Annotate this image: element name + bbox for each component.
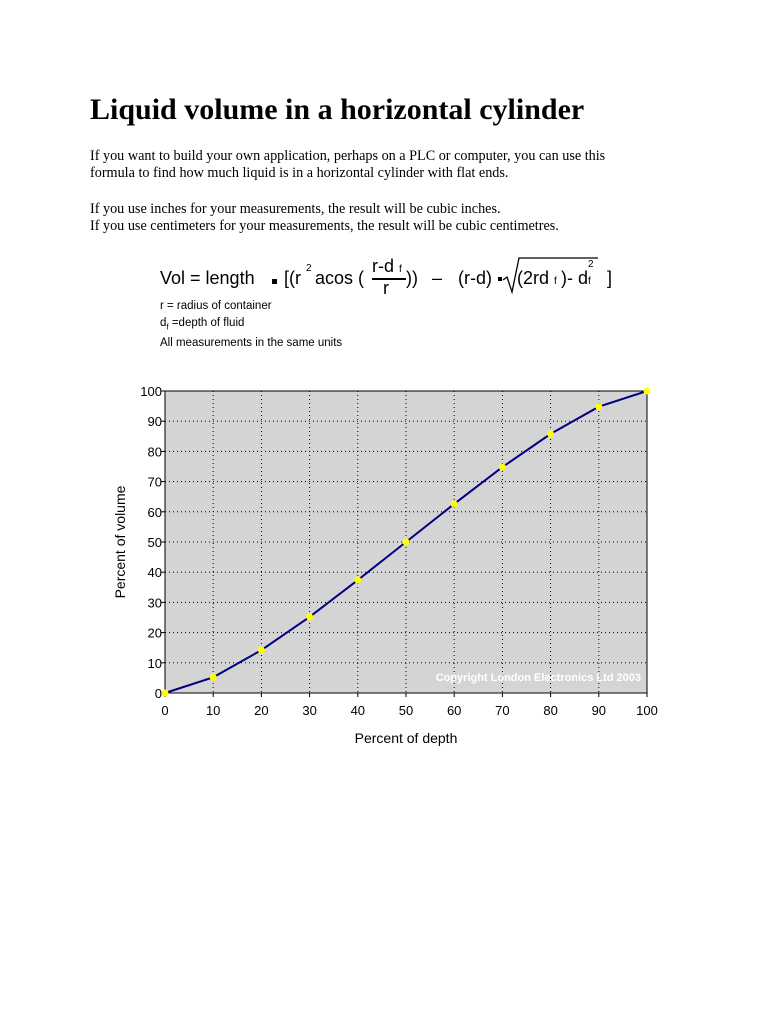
x-tick-label: 30 xyxy=(302,703,317,718)
y-axis-title: Percent of volume xyxy=(112,485,128,599)
y-tick-label: 40 xyxy=(147,565,162,581)
formula-denominator: r xyxy=(383,278,389,298)
formula-sqrt-inner: (2rd xyxy=(517,268,550,288)
formula-term2: (r-d) xyxy=(458,268,492,288)
multiply-dot-icon xyxy=(272,279,277,284)
x-axis-title: Percent of depth xyxy=(354,730,458,746)
formula-numerator-sub: f xyxy=(399,264,402,275)
volume-chart xyxy=(100,375,670,750)
x-tick-label: 20 xyxy=(254,703,269,718)
data-point xyxy=(306,613,313,620)
units-paragraph xyxy=(90,201,690,235)
x-tick-label: 60 xyxy=(446,703,462,718)
formula-sqrt-sub2: f xyxy=(588,276,591,287)
data-point xyxy=(354,577,361,584)
x-tick-label: 40 xyxy=(350,703,366,718)
formula-bracket-close: ] xyxy=(607,268,613,288)
formula-bracket-open: [(r xyxy=(284,268,301,288)
intro-paragraph xyxy=(90,148,690,182)
data-point xyxy=(162,690,169,697)
data-point xyxy=(499,464,506,471)
data-point xyxy=(547,430,554,437)
y-tick-label: 20 xyxy=(147,625,162,641)
formula-lhs: Vol = length xyxy=(160,268,255,288)
formula-acos: acos ( xyxy=(315,268,365,288)
legend-depth-sub: f xyxy=(166,322,169,332)
x-tick-label: 50 xyxy=(398,703,414,718)
y-tick-label: 70 xyxy=(147,474,162,490)
y-tick-label: 100 xyxy=(140,384,162,399)
legend-units: All measurements in the same units xyxy=(160,337,343,350)
fraction-bar xyxy=(372,278,406,280)
y-tick-label: 0 xyxy=(154,686,162,701)
formula-close: )) xyxy=(406,268,418,288)
data-point xyxy=(403,539,410,546)
y-tick-label: 80 xyxy=(147,444,162,460)
copyright-annotation: Copyright London Electronics Ltd 2003 xyxy=(435,672,641,684)
volume-formula xyxy=(160,256,630,298)
y-tick-label: 10 xyxy=(147,655,162,671)
formula-numerator: r-d xyxy=(372,256,394,276)
data-point xyxy=(258,647,265,654)
formula-exponent: 2 xyxy=(306,263,312,274)
y-tick-label: 30 xyxy=(147,595,162,611)
x-tick-label: 10 xyxy=(205,703,221,718)
legend-depth-text: =depth of fluid xyxy=(168,317,245,329)
formula-sqrt-exp: 2 xyxy=(588,259,594,270)
units-line-1: If you use inches for your measurements, the result will be cubic inches. xyxy=(90,201,501,217)
legend-depth xyxy=(160,315,342,335)
intro-line-1: If you want to build your own application, perhaps on a PLC or computer, you can use this xyxy=(90,148,606,164)
formula-sqrt-sub: f xyxy=(554,276,557,287)
y-tick-label: 60 xyxy=(147,504,162,520)
data-point xyxy=(210,674,217,681)
intro-line-2: formula to find how much liquid is in a horizontal cylinder with flat ends. xyxy=(90,165,509,181)
y-tick-label: 50 xyxy=(147,535,162,550)
x-tick-label: 0 xyxy=(161,703,169,718)
legend-depth-symbol: d xyxy=(160,317,167,329)
page-title: Liquid volume in a horizontal cylinder xyxy=(90,93,585,126)
y-tick-label: 90 xyxy=(147,414,162,430)
legend-radius: r = radius of container xyxy=(160,300,272,312)
formula-minus: – xyxy=(432,268,443,288)
data-point xyxy=(644,388,651,395)
data-point xyxy=(595,403,602,410)
x-tick-label: 80 xyxy=(543,703,558,718)
units-line-2: If you use centimeters for your measurements, the result will be cubic centimetres. xyxy=(90,218,559,234)
formula-legend xyxy=(160,298,342,352)
data-point xyxy=(451,500,458,507)
formula-sqrt-mid: )- d xyxy=(561,268,588,288)
x-tick-label: 100 xyxy=(636,703,658,718)
x-tick-label: 70 xyxy=(495,703,510,718)
x-tick-label: 90 xyxy=(591,703,607,718)
